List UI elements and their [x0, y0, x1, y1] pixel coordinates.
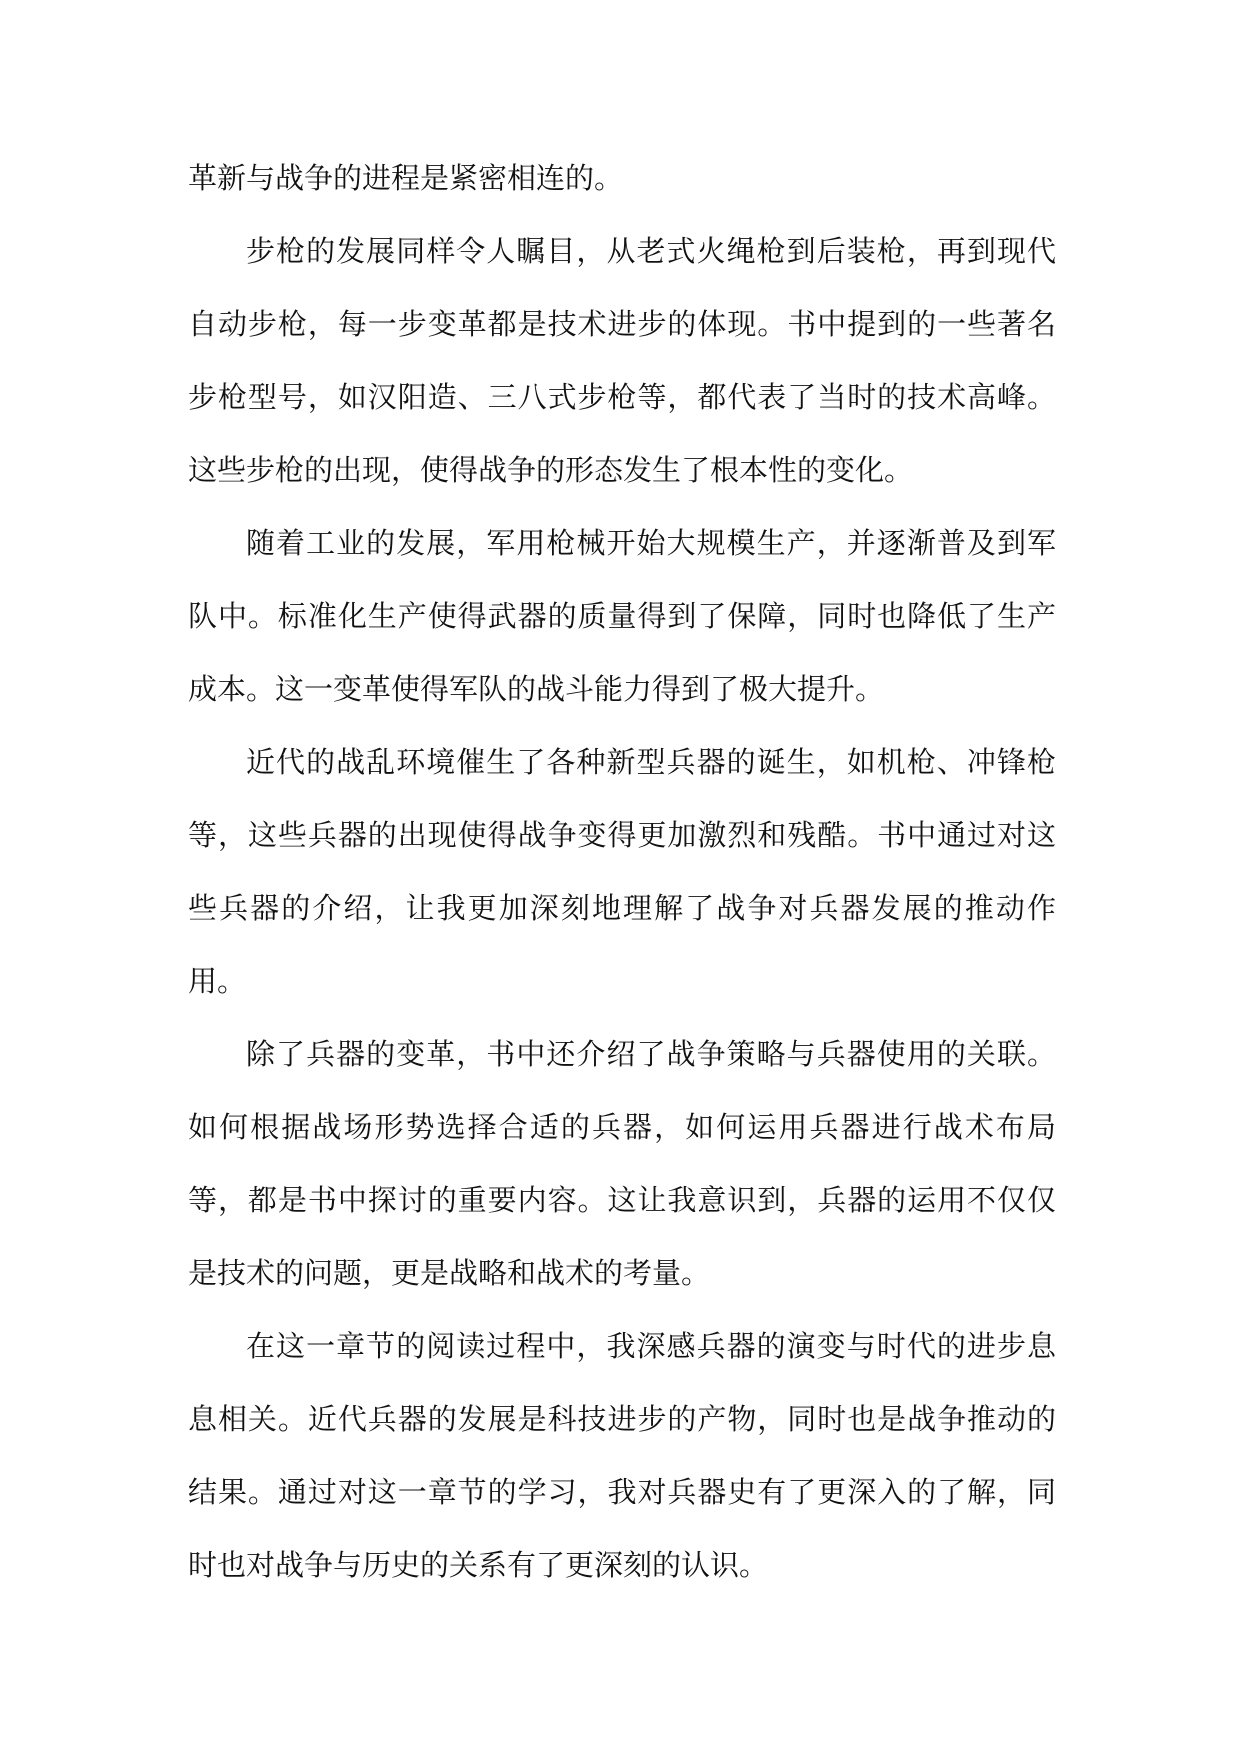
document-body: [188, 142, 1056, 1602]
paragraph-continuation: 革新与战争的进程是紧密相连的。: [188, 161, 624, 195]
paragraph-strategy: 除了兵器的变革，书中还介绍了战争策略与兵器使用的关联。如何根据战场形势选择合适的兵器，如何运用兵器进行战术布局等，都是书中探讨的重要内容。这让我意识到，兵器的运用不仅仅是技术的问题，更是战略和战术的考量。: [188, 1037, 1056, 1290]
paragraph-rifle-development: 步枪的发展同样令人瞩目，从老式火绳枪到后装枪，再到现代自动步枪，每一步变革都是技术进步的体现。书中提到的一些著名步枪型号，如汉阳造、三八式步枪等，都代表了当时的技术高峰。这些步枪的出现，使得战争的形态发生了根本性的变化。: [188, 234, 1056, 487]
paragraph-conclusion: 在这一章节的阅读过程中，我深感兵器的演变与时代的进步息息相关。近代兵器的发展是科技进步的产物，同时也是战争推动的结果。通过对这一章节的学习，我对兵器史有了更深入的了解，同时也对战争与历史的关系有了更深刻的认识。: [188, 1329, 1056, 1582]
paragraph-new-weapons: 近代的战乱环境催生了各种新型兵器的诞生，如机枪、冲锋枪等，这些兵器的出现使得战争变得更加激烈和残酷。书中通过对这些兵器的介绍，让我更加深刻地理解了战争对兵器发展的推动作用。: [188, 745, 1056, 998]
paragraph-industrial-production: 随着工业的发展，军用枪械开始大规模生产，并逐渐普及到军队中。标准化生产使得武器的质量得到了保障，同时也降低了生产成本。这一变革使得军队的战斗能力得到了极大提升。: [188, 526, 1056, 706]
